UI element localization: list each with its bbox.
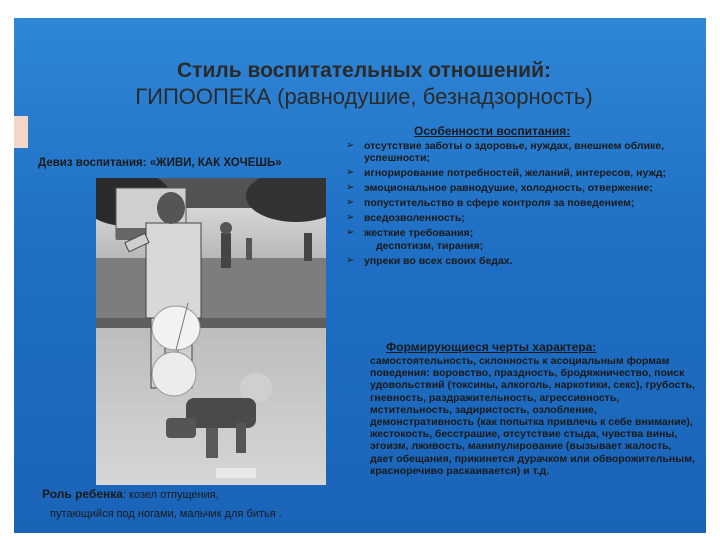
list-item-text: попустительство в сфере контроля за поведением; [364,197,635,209]
list-item [342,167,692,179]
list-item-text: отсутствие заботы о здоровье, нуждах, внешнем облике, успешности; [364,140,665,164]
list-item [342,255,692,267]
title-line-2: ГИПООПЕКА (равнодушие, безнадзорность) [135,84,593,109]
features-heading: Особенности воспитания: [414,124,571,138]
photo-illustration [96,178,326,485]
arrow-bullet-icon: ➢ [346,197,355,208]
arrow-bullet-icon: ➢ [346,167,355,178]
list-item-text: жесткие требования; [364,227,474,239]
list-item-text: упреки во всех своих бедах. [364,255,513,267]
arrow-bullet-icon: ➢ [346,182,355,193]
list-item [342,140,692,164]
motto-text: : «ЖИВИ, КАК ХОЧЕШЬ» [142,157,282,169]
motto-label: Девиз воспитания [38,157,143,169]
role-label: Роль ребенка [42,487,123,501]
list-item [342,212,692,224]
title-line-1: Стиль воспитательных отношений: [177,59,551,82]
list-item-text: вседозволенность; [364,212,465,224]
upbringing-motto [38,157,338,169]
arrow-bullet-icon: ➢ [346,212,355,223]
list-item [342,182,692,194]
list-item [342,197,692,209]
role-line-1: : козел отпущения, [122,489,219,501]
arrow-bullet-icon: ➢ [346,140,355,151]
list-item-text: игнорирование потребностей, желаний, интересов, нужд; [364,167,667,179]
features-list [342,140,692,270]
photo-mother-and-child [96,178,326,485]
list-item-text: эмоциональное равнодушие, холодность, отвержение; [364,182,653,194]
slide-title [64,58,664,110]
child-role [42,485,362,524]
arrow-bullet-icon: ➢ [346,227,355,238]
traits-heading: Формирующиеся черты характера: [386,340,597,354]
list-item [342,227,692,239]
role-line-2: путающийся под ногами, мальчик для битья . [50,508,282,520]
slide [14,18,706,533]
arrow-bullet-icon: ➢ [346,255,355,266]
traits-text: самостоятельность, склонность к асоциальным формам поведения: воровство, праздность, бродяжничество, поиск удовольствий (токсины, алкоголь, наркотики, секс), грубость, гневность, раздражительность, агрессивность, мстительность, задиристость, озлобление, демонстративность (как попытка привлечь к себе внимание), жестокость, бесстрашие, отсутствие стыда, чувства вины, эгоизм, лживость, манипулирование (вызывает жалость, дает обещания, прикинется дурачком или обворожительным, красноречиво раскаивается) и т.д. [370,355,695,477]
decorative-accent [14,116,28,148]
list-item-continuation: деспотизм, тирания; [376,240,484,252]
